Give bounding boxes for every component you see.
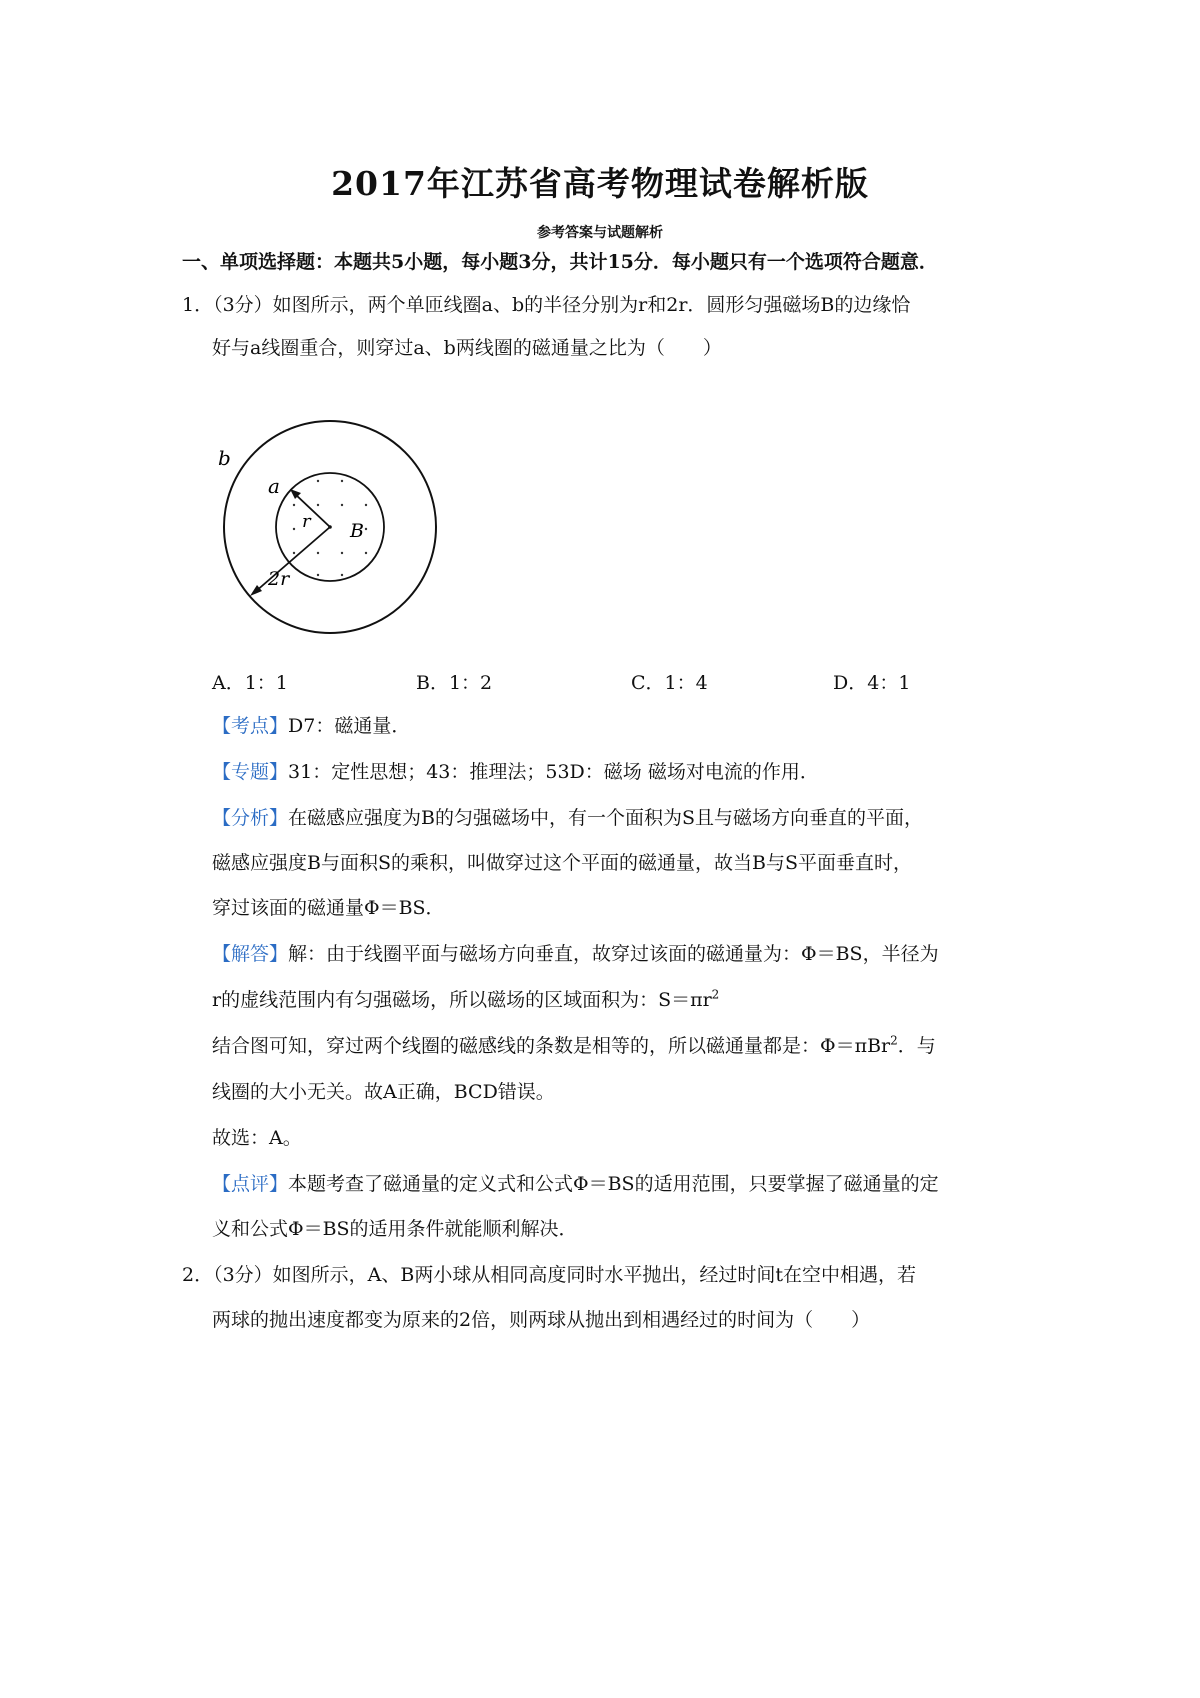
jieda-line3 xyxy=(212,1034,936,1058)
label-B: B xyxy=(350,520,364,542)
kaodian-text: D7：磁通量． xyxy=(288,715,411,737)
option-b: B．1：2 xyxy=(416,672,493,694)
zhuanti-text: 31：定性思想；43：推理法；53D：磁场 磁场对电流的作用． xyxy=(288,761,819,783)
radius-r-arrow xyxy=(295,494,330,527)
label-2r: 2r xyxy=(268,568,290,590)
radius-2r-arrow xyxy=(255,527,330,592)
fenxi-tag: 【分析】 xyxy=(212,807,289,829)
jieda-line4: 线圈的大小无关。故A正确，BCD错误。 xyxy=(212,1081,555,1103)
jieda-text3-end: ．与 xyxy=(897,1035,936,1057)
fenxi-line1 xyxy=(212,806,923,830)
q2-stem-line1: 2．（3分）如图所示，A、B两小球从相同高度同时水平抛出，经过时间t在空中相遇，若 xyxy=(182,1264,916,1286)
q2-stem-line2: 两球的抛出速度都变为原来的2倍，则两球从抛出到相遇经过的时间为（ ） xyxy=(212,1309,871,1331)
dianping-line1 xyxy=(212,1172,939,1196)
document-title: 2017年江苏省高考物理试卷解析版 xyxy=(331,164,869,203)
jieda-line2 xyxy=(212,988,719,1012)
document-subtitle: 参考答案与试题解析 xyxy=(537,225,663,241)
option-c: C．1：4 xyxy=(631,672,708,694)
label-r: r xyxy=(302,511,311,532)
kaodian-line xyxy=(212,714,410,738)
option-d: D．4：1 xyxy=(833,672,911,694)
option-a: A．1：1 xyxy=(212,672,288,694)
dianping-line2: 义和公式Φ＝BS的适用条件就能顺利解决． xyxy=(212,1218,578,1240)
q1-stem-line1: 1．（3分）如图所示，两个单匝线圈a、b的半径分别为r和2r．圆形匀强磁场B的边缘恰 xyxy=(182,294,911,316)
section-heading: 一、单项选择题：本题共5小题，每小题3分，共计15分．每小题只有一个选项符合题意． xyxy=(182,251,938,273)
fenxi-text1: 在磁感应强度为B的匀强磁场中，有一个面积为S且与磁场方向垂直的平面， xyxy=(288,807,923,829)
dianping-text1: 本题考查了磁通量的定义式和公式Φ＝BS的适用范围，只要掌握了磁通量的定 xyxy=(288,1173,939,1195)
jieda-text3: 结合图可知，穿过两个线圈的磁感线的条数是相等的，所以磁通量都是：Φ＝πBr xyxy=(212,1035,891,1057)
label-b: b xyxy=(218,446,231,470)
q1-stem-line2: 好与a线圈重合，则穿过a、b两线圈的磁通量之比为（ ） xyxy=(212,337,722,359)
fenxi-line2: 磁感应强度B与面积S的乘积，叫做穿过这个平面的磁通量，故当B与S平面垂直时， xyxy=(212,852,912,874)
jieda-text1: 解：由于线圈平面与磁场方向垂直，故穿过该面的磁通量为：Φ＝BS，半径为 xyxy=(288,943,939,965)
label-a: a xyxy=(268,474,280,498)
jieda-text2: r的虚线范围内有匀强磁场，所以磁场的区域面积为：S＝πr xyxy=(212,989,712,1011)
q1-figure xyxy=(208,405,448,645)
jieda-tag: 【解答】 xyxy=(212,943,289,965)
dianping-tag: 【点评】 xyxy=(212,1173,289,1195)
zhuanti-line xyxy=(212,760,819,784)
jieda-line5: 故选：A。 xyxy=(212,1127,302,1149)
fenxi-line3: 穿过该面的磁通量Φ＝BS． xyxy=(212,897,445,919)
jieda-line1 xyxy=(212,942,939,966)
jieda-sup2: 2 xyxy=(711,987,720,1002)
zhuanti-tag: 【专题】 xyxy=(212,761,289,783)
jieda-sup3: 2 xyxy=(890,1033,898,1048)
kaodian-tag: 【考点】 xyxy=(212,715,289,737)
